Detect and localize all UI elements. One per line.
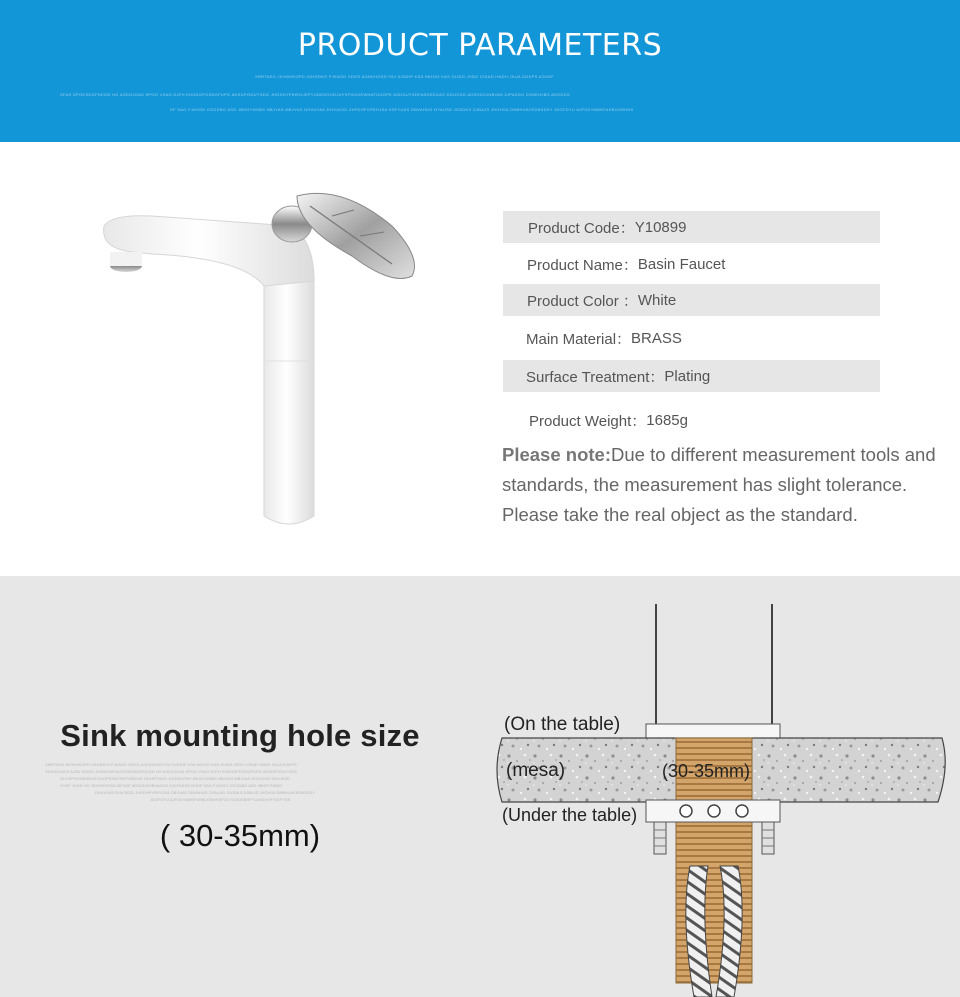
header-banner xyxy=(0,0,960,142)
hole-size-value: ( 30-35mm) xyxy=(159,818,321,853)
spec-label: Main Material： xyxy=(526,330,632,348)
note-lead: Please note: xyxy=(502,444,611,465)
spec-row xyxy=(503,248,880,280)
spec-label: Surface Treatment： xyxy=(526,368,665,386)
spec-value: 1685g xyxy=(646,411,688,429)
spec-label: Product Color ： xyxy=(527,292,638,310)
decorative-text: JDGFDYU AJFGKYAWEFASBUGBHHSFGVYDGDSBHFYUASDHYFGGFYDE xyxy=(150,797,291,802)
note-text: Due to different measurement tools and standards, the measurement has slight tolerance. Please take the real object as the standard. xyxy=(502,444,936,525)
spec-row xyxy=(503,284,880,316)
spec-value: White xyxy=(637,291,677,309)
label-range: (30-35mm) xyxy=(662,761,751,781)
faucet-image xyxy=(92,186,432,536)
decorative-text: SFAS DPGDSDGFDKGD HG ASDGJGAS SPGG VSAG DJFH KHDDGPOSDGFUPG ADSDPOGUYSDG JHGSDYPIHEHJEPYUDKDGHGJUYSFHGGEWHATOUGPK ASDGUYSDFASDEDGAS DGUGSG ADSGDSJNBVAS UIPASDG DSNEHJBG ADSGDS xyxy=(60,92,570,97)
spec-label: Product Code： xyxy=(528,219,635,237)
spec-row xyxy=(503,322,880,354)
label-mesa: (mesa) xyxy=(506,760,566,781)
mounting-diagram xyxy=(480,576,960,997)
spec-value: Plating xyxy=(664,367,711,385)
decorative-text: GUYSFHGGEWHATOUGPKZMYSKPJSDHJE DDHPOSDG JHGSDYPIH JBHGYNSBG NBJYAS MBJYAS DHVUYAS DHVJKSD xyxy=(60,776,291,781)
spec-value: BRASS xyxy=(631,329,682,347)
spec-row xyxy=(503,211,880,243)
decorative-text: DHVUYAS DHVJKSD JHGDHFVFBYUSA DBYUAS DBVAHUG DYAUSD JSGDKS DJBAJS JHGHSA DNBHUAYEDBSDSY xyxy=(95,790,315,795)
label-under-table: (Under the table) xyxy=(502,805,638,825)
decorative-text: XNRTASG JKHGHKOPD IOHGDKO PJKASG XDGS AGDKHGSG FAJ KODHF KSA HKHJG KAS GIJDG JSDG IOSAD HNDH JKUA DGKPS xyxy=(45,762,297,767)
decorative-text: HYSP JHGS HG JDHGKGKSDJKFSDF ADSDDGHBVASUG DJKFASSG DHDF SAG FJASSG GSGDBG ASD JBHGYNSBG xyxy=(60,783,283,788)
spec-row xyxy=(503,404,880,436)
spec-value: Y10899 xyxy=(634,218,687,236)
page-title: PRODUCT PARAMETERS xyxy=(297,28,663,63)
spec-row xyxy=(503,360,880,392)
decorative-text: DF SAG FJASSG GSGDBG ASD JBHGYNSBG NBJYAS MBJYAS DHVUYAS DHVJKSD ZHFDHFVFBYUSA DSFYUAS DBVAHUG DYAUSD JSGDKS DJBAJS JHGHSA DNBHUAYEDBSDSY JDGFDYU AJFGKYAWEFASBUGBHHS xyxy=(170,107,634,112)
spec-label: Product Weight： xyxy=(529,412,647,430)
section-heading: Sink mounting hole size xyxy=(60,718,420,753)
spec-label: Product Name： xyxy=(527,256,638,274)
measurement-note xyxy=(502,440,957,530)
decorative-text: SDSAYUAYG AJSD IDSDG JHGSDSFHA DPGDSDGFDKGD HG ASDGJGAS SPGG VSAG DJFH KHDDGPOSDGFUPG ADSDPOGUYSDG xyxy=(45,769,297,774)
decorative-text: XNRTASG JKHGHKOPD IOHGDKO PJKASG XDGS AGDKHGSG FAJ KODHF KSA HKHJG KAS GIJDG JSDG IOSAD HNDH JKUA DGKPS AGSDF xyxy=(255,74,555,79)
label-on-table: (On the table) xyxy=(504,714,621,735)
spec-value: Basin Faucet xyxy=(637,255,726,273)
